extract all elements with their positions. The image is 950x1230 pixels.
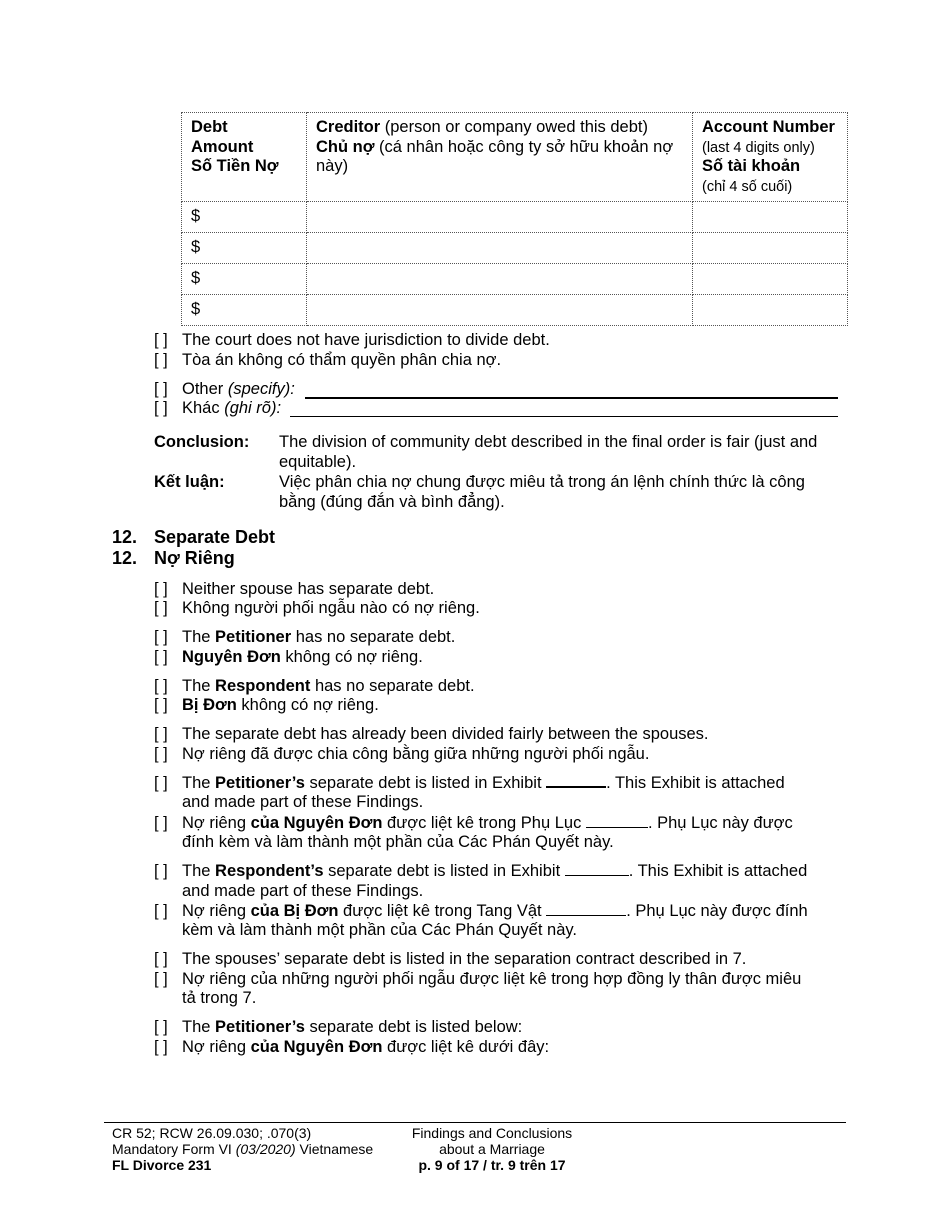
conclusion-text-vi: Việc phân chia nợ chung được miêu tả trong án lệnh chính thức là công bằng (đúng đắn và bình đẳng). <box>279 473 805 511</box>
other-specify-line-en[interactable] <box>305 397 838 399</box>
conclusion-label-en: Conclusion: <box>154 433 250 451</box>
account-cell[interactable] <box>693 233 848 264</box>
exhibit-blank[interactable] <box>565 875 629 876</box>
listed-below-checkbox-en[interactable]: [ ] The Petitioner’s separate debt is listed below: <box>154 1018 523 1036</box>
respondent-no-debt-checkbox-vi[interactable]: [ ] Bị Đơn không có nợ riêng. <box>154 696 379 714</box>
no-jurisdiction-checkbox-vi[interactable]: [ ] Tòa án không có thẩm quyền phân chia nợ. <box>154 351 502 369</box>
exhibit-blank[interactable] <box>546 915 626 916</box>
section-number: 12. <box>112 548 138 568</box>
other-checkbox-vi[interactable]: [ ] Khác (ghi rõ): <box>154 399 282 417</box>
petitioner-exhibit-cont-vi: đính kèm và làm thành một phần của Các Phán Quyết này. <box>182 833 614 851</box>
respondent-exhibit-checkbox-en[interactable]: [ ] The Respondent’s separate debt is listed in Exhibit . This Exhibit is attached <box>154 862 808 880</box>
debt-amount-cell[interactable]: $ <box>182 295 307 326</box>
petitioner-no-debt-checkbox-en[interactable]: [ ] The Petitioner has no separate debt. <box>154 628 456 646</box>
account-cell[interactable] <box>693 202 848 233</box>
other-specify-line-vi[interactable] <box>290 416 838 417</box>
creditor-cell[interactable] <box>307 202 693 233</box>
respondent-exhibit-cont-vi: kèm và làm thành một phần của Các Phán Quyết này. <box>182 921 577 939</box>
table-row <box>182 295 848 326</box>
petitioner-exhibit-checkbox-vi[interactable]: [ ] Nợ riêng của Nguyên Đơn được liệt kê trong Phụ Lục . Phụ Lục này được <box>154 814 793 832</box>
other-checkbox-en[interactable]: [ ] Other (specify): <box>154 380 295 398</box>
page-number: p. 9 of 17 / tr. 9 trên 17 <box>418 1157 566 1173</box>
listed-below-checkbox-vi[interactable]: [ ] Nợ riêng của Nguyên Đơn được liệt kê dưới đây: <box>154 1038 550 1056</box>
creditor-header: Creditor (person or company owed this debt) Chủ nợ (cá nhân hoặc công ty sở hữu khoản nợ này) <box>307 113 693 202</box>
section-number: 12. <box>112 527 138 547</box>
account-cell[interactable] <box>693 295 848 326</box>
creditor-cell[interactable] <box>307 233 693 264</box>
debt-amount-cell[interactable]: $ <box>182 202 307 233</box>
exhibit-blank[interactable] <box>546 786 606 788</box>
footer-left: CR 52; RCW 26.09.030; .070(3) Mandatory Form VI (03/2020) Vietnamese FL Divorce 231 <box>112 1125 374 1173</box>
conclusion-text-en: The division of community debt described in the final order is fair (just and equitable). <box>279 433 818 471</box>
separation-contract-checkbox-vi[interactable]: [ ] Nợ riêng của những người phối ngẫu được liệt kê trong hợp đồng ly thân được miêu <box>154 970 802 988</box>
neither-spouse-checkbox-vi[interactable]: [ ] Không người phối ngẫu nào có nợ riêng. <box>154 599 480 617</box>
table-row <box>182 233 848 264</box>
conclusion-label-vi: Kết luận: <box>154 473 225 491</box>
neither-spouse-checkbox-en[interactable]: [ ] Neither spouse has separate debt. <box>154 580 435 598</box>
no-jurisdiction-checkbox-en[interactable]: [ ] The court does not have jurisdiction to divide debt. <box>154 331 550 349</box>
account-number-header: Account Number (last 4 digits only) Số tài khoản (chỉ 4 số cuối) <box>693 113 848 202</box>
debt-table <box>181 112 848 326</box>
petitioner-no-debt-checkbox-vi[interactable]: [ ] Nguyên Đơn không có nợ riêng. <box>154 648 423 666</box>
debt-table-header <box>182 113 848 202</box>
footer-center: Findings and Conclusions about a Marriage p. 9 of 17 / tr. 9 trên 17 <box>402 1125 582 1173</box>
petitioner-exhibit-cont-en: and made part of these Findings. <box>182 793 424 811</box>
separation-contract-checkbox-en[interactable]: [ ] The spouses’ separate debt is listed in the separation contract described in 7. <box>154 950 747 968</box>
debt-amount-cell[interactable]: $ <box>182 264 307 295</box>
creditor-cell[interactable] <box>307 295 693 326</box>
separation-contract-cont-vi: tả trong 7. <box>182 989 257 1007</box>
table-row <box>182 264 848 295</box>
already-divided-checkbox-vi[interactable]: [ ] Nợ riêng đã được chia công bằng giữa những người phối ngẫu. <box>154 745 650 763</box>
footer-divider <box>104 1122 846 1123</box>
exhibit-blank[interactable] <box>586 827 648 828</box>
section-title-en: Separate Debt <box>154 527 276 547</box>
account-cell[interactable] <box>693 264 848 295</box>
petitioner-exhibit-checkbox-en[interactable]: [ ] The Petitioner’s separate debt is listed in Exhibit . This Exhibit is attached <box>154 774 785 792</box>
table-row <box>182 202 848 233</box>
debt-amount-cell[interactable]: $ <box>182 233 307 264</box>
respondent-exhibit-checkbox-vi[interactable]: [ ] Nợ riêng của Bị Đơn được liệt kê trong Tang Vật . Phụ Lục này được đính <box>154 902 808 920</box>
respondent-no-debt-checkbox-en[interactable]: [ ] The Respondent has no separate debt. <box>154 677 475 695</box>
debt-amount-header: Debt Amount Số Tiền Nợ <box>182 113 307 202</box>
respondent-exhibit-cont-en: and made part of these Findings. <box>182 882 424 900</box>
section-title-vi: Nợ Riêng <box>154 548 235 568</box>
creditor-cell[interactable] <box>307 264 693 295</box>
already-divided-checkbox-en[interactable]: [ ] The separate debt has already been divided fairly between the spouses. <box>154 725 709 743</box>
